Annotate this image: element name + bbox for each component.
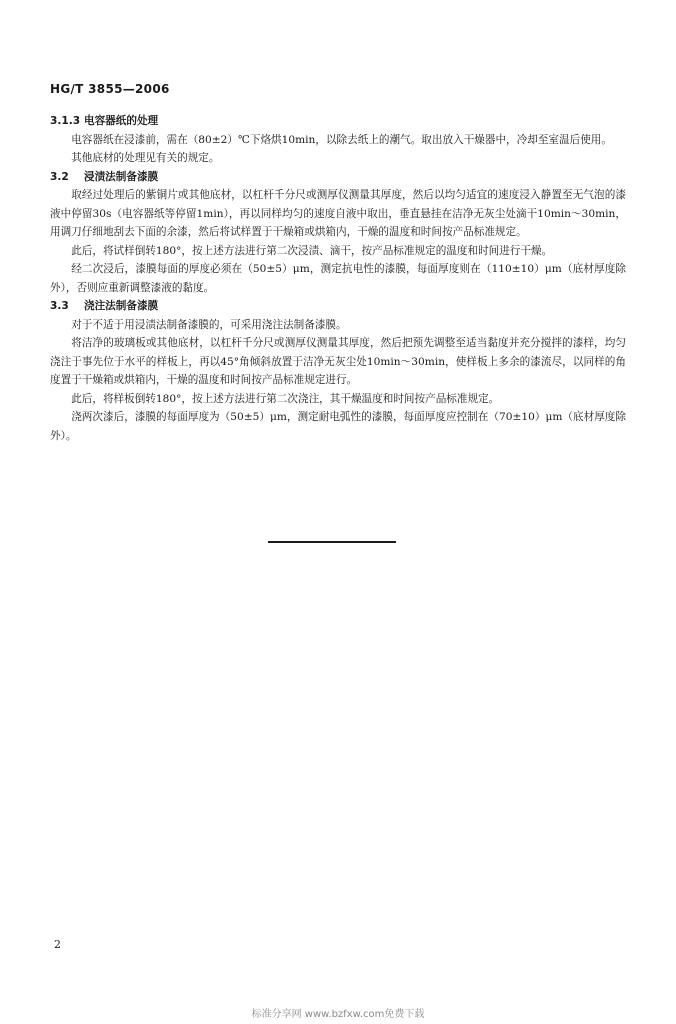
section-heading-3-1-3 [50, 112, 626, 131]
end-of-text-rule [268, 541, 396, 543]
paragraph: 经二次浸后，漆膜每面的厚度必须在（50±5）μm，测定抗电性的漆膜，每面厚度则在（110±10）μm（底材厚度除外），否则应重新调整漆液的黏度。 [50, 263, 626, 294]
section-title: 电容器纸的处理 [84, 115, 159, 127]
paragraph: 此后，将样板倒转180°，按上述方法进行第二次浇注，其干燥温度和时间按产品标准规定。 [71, 392, 500, 405]
section-title: 浇注法制备漆膜 [84, 300, 159, 312]
paragraph: 浇两次漆后，漆膜的每面厚度为（50±5）μm，测定耐电弧性的漆膜，每面厚度应控制在（70±10）μm（底材厚度除外）。 [50, 411, 626, 442]
section-heading-3-2 [50, 168, 626, 187]
section-title: 浸渍法制备漆膜 [84, 170, 159, 183]
page-number: 2 [54, 938, 61, 951]
standard-code: HG/T 3855—2006 [50, 82, 170, 96]
paragraph: 其他底材的处理见有关的规定。 [71, 152, 220, 164]
paragraph: 将洁净的玻璃板或其他底材，以杠杆千分尺或测厚仪测量其厚度，然后把预先调整至适当黏度并充分搅拌的漆样，均匀浇注于事先位于水平的样板上，再以45°角倾斜放置于洁净无灰尘处10min～30min，使样板上多余的漆流尽，以同样的角度置于干燥箱或烘箱内，干燥的温度和时间按产品标准规定进行。 [50, 337, 626, 386]
section-heading-3-3 [50, 297, 626, 316]
paragraph: 对于不适于用浸渍法制备漆膜的，可采用浇注法制备漆膜。 [71, 318, 347, 331]
watermark-text: 标准分享网 www.bzfxw.com免费下载 [251, 1009, 425, 1020]
section-number: 3.3 [50, 300, 69, 312]
paragraph: 电容器纸在浸漆前，需在（80±2）℃下烙烘10min，以除去纸上的潮气。取出放入干燥器中，冷却至室温后使用。 [71, 133, 612, 146]
paragraph: 此后，将试样倒转180°，按上述方法进行第二次浸渍、滴干，按产品标准规定的温度和时间进行干燥。 [71, 244, 553, 257]
section-number: 3.1.3 [50, 115, 81, 127]
paragraph: 取经过处理后的紫铜片或其他底材，以杠杆千分尺或测厚仪测量其厚度，然后以均匀适宜的速度浸入静置至无气泡的漆液中停留30s（电容器纸等停留1min），再以同样均匀的速度自液中取出，垂直悬挂在洁净无灰尘处滴干10min～30min，用调刀仔细地刮去下面的余漆，然后将试样置于干燥箱或烘箱内，干燥的温度和时间按产品标准规定。 [50, 189, 626, 238]
document-body [50, 112, 626, 445]
section-number: 3.2 [50, 170, 69, 183]
